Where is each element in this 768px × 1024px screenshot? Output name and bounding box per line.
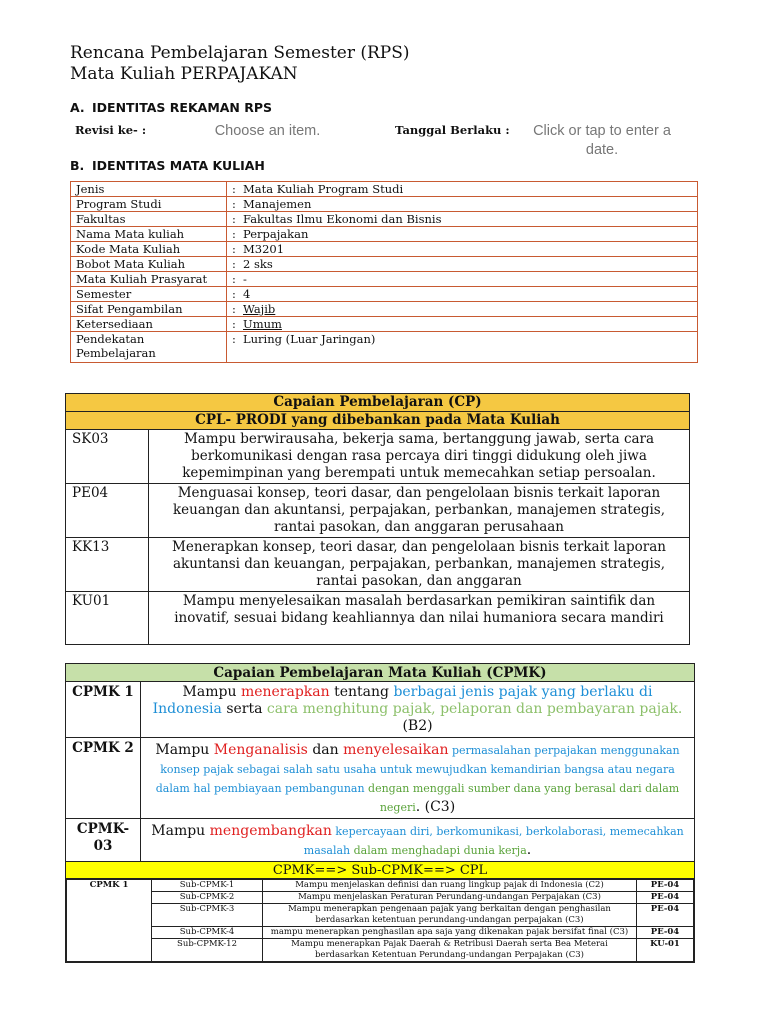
- table-row: [71, 272, 698, 287]
- sub-cpmk-cpl: PE-04: [637, 904, 694, 927]
- cpmk-header: Capaian Pembelajaran Mata Kuliah (CPMK): [66, 664, 695, 682]
- row-value: : Fakultas Ilmu Ekonomi dan Bisnis: [227, 212, 698, 227]
- table-row: [71, 227, 698, 242]
- table-row: [67, 892, 694, 904]
- section-b-heading: B. IDENTITAS MATA KULIAH: [70, 158, 265, 173]
- row-value: : Mata Kuliah Program Studi: [227, 182, 698, 197]
- sub-cpmk-code: Sub-CPMK-12: [152, 939, 263, 962]
- table-row: [66, 738, 695, 819]
- row-key: Kode Mata Kuliah: [71, 242, 227, 257]
- sub-cpmk-desc: Mampu menjelaskan definisi dan ruang lingkup pajak di Indonesia (C2): [263, 880, 637, 892]
- sub-cpmk-cpl: PE-04: [637, 927, 694, 939]
- table-row: [66, 538, 690, 592]
- sub-cpmk-code: Sub-CPMK-3: [152, 904, 263, 927]
- document-subtitle: Mata Kuliah PERPAJAKAN: [70, 64, 298, 84]
- cpl-code: KK13: [66, 538, 149, 592]
- cpmk-desc: Mampu mengembangkan kepercayaan diri, berkomunikasi, berkolaborasi, memecahkan masalah dalam menghadapi dunia kerja.: [141, 819, 695, 862]
- row-key: Fakultas: [71, 212, 227, 227]
- sub-cpmk-desc: Mampu menjelaskan Peraturan Perundang-undangan Perpajakan (C3): [263, 892, 637, 904]
- table-row: [71, 197, 698, 212]
- row-key: Sifat Pengambilan: [71, 302, 227, 317]
- table-row: [71, 317, 698, 332]
- table-row: [66, 682, 695, 738]
- tanggal-label: Tanggal Berlaku :: [395, 123, 510, 137]
- row-key: Ketersediaan: [71, 317, 227, 332]
- row-key: Jenis: [71, 182, 227, 197]
- sub-cpmk-code: Sub-CPMK-1: [152, 880, 263, 892]
- cpmk-desc: Mampu Menganalisis dan menyelesaikan permasalahan perpajakan menggunakan konsep pajak sebagai salah satu usaha untuk mewujudkan kemandirian bangsa atau negara dalam hal pembiayaan pembangunan dengan menggali sumber dana yang berasal dari dalam negeri. (C3): [141, 738, 695, 819]
- table-row: [66, 484, 690, 538]
- identity-table: [70, 181, 698, 363]
- revisi-dropdown[interactable]: Choose an item.: [214, 123, 321, 139]
- table-row: [71, 287, 698, 302]
- row-key: Nama Mata kuliah: [71, 227, 227, 242]
- table-row: [67, 939, 694, 962]
- table-row: [71, 182, 698, 197]
- cp-header: Capaian Pembelajaran (CP): [66, 394, 690, 412]
- document-title: Rencana Pembelajaran Semester (RPS): [70, 43, 410, 63]
- cpmk-code: CPMK 2: [66, 738, 141, 819]
- sub-cpmk-cell: [66, 879, 695, 963]
- table-row: [71, 242, 698, 257]
- cpl-desc: Mampu berwirausaha, bekerja sama, bertanggung jawab, serta cara berkomunikasi dengan rasa percaya diri tinggi didukung oleh jiwa kepemimpinan yang berempati untuk memecahkan setiap persoalan.: [149, 430, 690, 484]
- row-value: : Perpajakan: [227, 227, 698, 242]
- sub-cpmk-cpl: KU-01: [637, 939, 694, 962]
- cpmk-code: CPMK-03: [66, 819, 141, 862]
- sub-cpmk-code: Sub-CPMK-4: [152, 927, 263, 939]
- sub-cpmk-group: CPMK 1: [67, 880, 152, 962]
- sub-cpmk-desc: Mampu menerapkan pengenaan pajak yang berkaitan dengan penghasilan berdasarkan ketentuan perundang-undangan perpajakan (C3): [263, 904, 637, 927]
- cpl-desc: Menguasai konsep, teori dasar, dan pengelolaan bisnis terkait laporan keuangan dan akuntansi, perpajakan, perbankan, manajemen strategis, rantai pasokan, dan anggaran perusahaan: [149, 484, 690, 538]
- row-value: : Luring (Luar Jaringan): [227, 332, 698, 363]
- table-row: [71, 257, 698, 272]
- table-row: [67, 927, 694, 939]
- table-row: [66, 819, 695, 862]
- table-row: [66, 592, 690, 645]
- table-row: [67, 880, 694, 892]
- sub-cpmk-cpl: PE-04: [637, 892, 694, 904]
- row-value: : 2 sks: [227, 257, 698, 272]
- cpl-desc: Mampu menyelesaikan masalah berdasarkan pemikiran saintifik dan inovatif, sesuai bidang keahliannya dan nilai humaniora secara mandiri: [149, 592, 690, 645]
- row-key: Program Studi: [71, 197, 227, 212]
- table-row: [71, 302, 698, 317]
- row-value: : -: [227, 272, 698, 287]
- section-a-heading: A. IDENTITAS REKAMAN RPS: [70, 100, 273, 115]
- row-value: : Umum: [227, 317, 698, 332]
- cpl-prodi-header: CPL- PRODI yang dibebankan pada Mata Kuliah: [66, 412, 690, 430]
- row-key: Bobot Mata Kuliah: [71, 257, 227, 272]
- cp-table: [65, 393, 690, 645]
- table-row: [66, 430, 690, 484]
- row-key: Pendekatan Pembelajaran: [71, 332, 227, 363]
- row-value: : 4: [227, 287, 698, 302]
- row-value: : M3201: [227, 242, 698, 257]
- table-row: [71, 212, 698, 227]
- row-key: Semester: [71, 287, 227, 302]
- sub-cpmk-code: Sub-CPMK-2: [152, 892, 263, 904]
- cpl-code: KU01: [66, 592, 149, 645]
- cpmk-table: [65, 663, 695, 963]
- sub-cpmk-desc: Mampu menerapkan Pajak Daerah & Retribusi Daerah serta Bea Meterai berdasarkan Ketentuan Perundang-undangan Perpajakan (C3): [263, 939, 637, 962]
- sub-cpmk-mapping-header: CPMK==> Sub-CPMK==> CPL: [66, 862, 695, 879]
- cpl-code: SK03: [66, 430, 149, 484]
- row-key: Mata Kuliah Prasyarat: [71, 272, 227, 287]
- row-value: : Wajib: [227, 302, 698, 317]
- table-row: [67, 904, 694, 927]
- revisi-label: Revisi ke- :: [75, 123, 147, 137]
- cpl-desc: Menerapkan konsep, teori dasar, dan pengelolaan bisnis terkait laporan akuntansi dan keuangan, perpajakan, perbankan, manajemen strategis, rantai pasokan, dan anggaran: [149, 538, 690, 592]
- cpmk-desc: Mampu menerapkan tentang berbagai jenis pajak yang berlaku di Indonesia serta cara menghitung pajak, pelaporan dan pembayaran pajak. (B2): [141, 682, 695, 738]
- sub-cpmk-desc: mampu menerapkan penghasilan apa saja yang dikenakan pajak bersifat final (C3): [263, 927, 637, 939]
- tanggal-date-picker[interactable]: Click or tap to enter a date.: [533, 123, 671, 158]
- table-row: [71, 332, 698, 363]
- cpl-code: PE04: [66, 484, 149, 538]
- cpmk-code: CPMK 1: [66, 682, 141, 738]
- sub-cpmk-table: [66, 879, 694, 962]
- sub-cpmk-cpl: PE-04: [637, 880, 694, 892]
- row-value: : Manajemen: [227, 197, 698, 212]
